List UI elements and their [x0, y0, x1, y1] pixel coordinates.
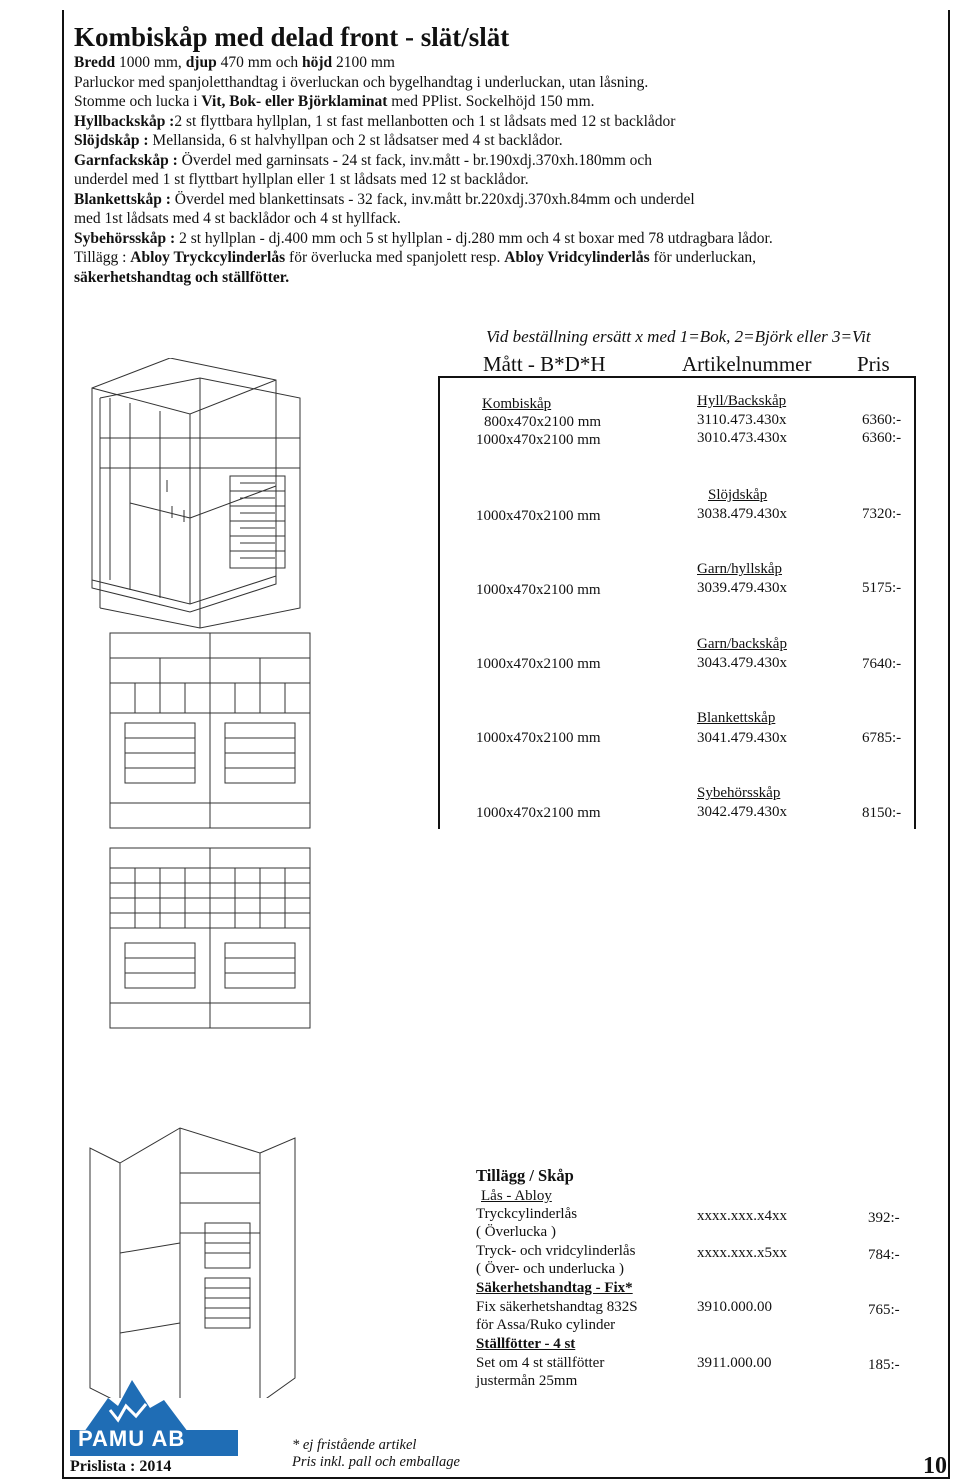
intro-segment: Abloy Vridcylinderlås [504, 249, 650, 266]
product-type: Garn/hyllskåp [697, 561, 782, 577]
logo-text: PAMU AB [78, 1426, 186, 1451]
product-size: 1000x470x2100 mm [476, 432, 601, 448]
intro-segment: Sybehörsskåp : [74, 229, 176, 247]
addon-price: 765:- [868, 1302, 900, 1318]
product-size: 800x470x2100 mm [484, 414, 602, 430]
intro-segment: 2 st hyllplan - dj.400 mm och 5 st hyllplan - dj.280 mm och 4 st boxar med 78 utdragbara lådor. [175, 229, 773, 247]
header-article: Artikelnummer [682, 352, 812, 376]
page-number: 10 [923, 1453, 947, 1479]
addon-line: Tryck- och vridcylinderlås [476, 1243, 636, 1259]
footer-note-line: Pris inkl. pall och emballage [292, 1454, 460, 1470]
addon-price: 784:- [868, 1247, 900, 1263]
product-article: 3041.479.430x [697, 730, 787, 746]
product-size: 1000x470x2100 mm [476, 656, 601, 672]
product-size: 1000x470x2100 mm [476, 582, 601, 598]
intro-segment: Mellansida, 6 st halvhyllpan och 2 st lådsatser med 4 st backlådor. [148, 132, 563, 149]
product-price: 7640:- [862, 656, 902, 672]
intro-line [74, 190, 773, 210]
product-type: Slöjdskåp [708, 487, 768, 503]
intro-segment: Vit, Bok- eller Björklaminat [201, 93, 388, 110]
intro-segment: Blankettskåp : [74, 190, 171, 208]
group-label: Kombiskåp [482, 396, 552, 412]
cabinet-drawings [80, 358, 320, 1398]
cabinet-drawing-doors [92, 358, 276, 612]
intro-segment: höjd [301, 54, 333, 71]
intro-segment: 2100 mm [332, 54, 395, 71]
intro-line [74, 131, 773, 151]
addon-price: 392:- [868, 1210, 900, 1226]
addon-article: xxxx.xxx.x4xx [697, 1208, 787, 1224]
intro-segment: med PPlist. Sockelhöjd 150 mm. [387, 93, 595, 110]
addon-line: justermån 25mm [476, 1373, 578, 1389]
product-price: 5175:- [862, 580, 902, 596]
product-price: 7320:- [862, 506, 902, 522]
addon-article: xxxx.xxx.x5xx [697, 1245, 787, 1261]
cabinet-drawing-blankett [110, 848, 310, 1028]
header-price: Pris [857, 352, 890, 376]
intro-segment: Stomme och lucka i [74, 93, 202, 110]
footer-note-line: * ej fristående artikel [292, 1437, 417, 1453]
addon-line: Fix säkerhetshandtag 832S [476, 1299, 638, 1315]
addon-line: Set om 4 st ställfötter [476, 1355, 605, 1371]
page-title: Kombiskåp med delad front - slät/slät [74, 22, 510, 52]
intro-segment: underdel med 1 st flyttbart hyllplan eller 1 st lådsats med 12 st backlådor. [74, 171, 529, 188]
intro-segment: för underluckan, [649, 249, 756, 266]
intro-line [74, 209, 773, 229]
addon-line: för Assa/Ruko cylinder [476, 1317, 616, 1333]
product-size: 1000x470x2100 mm [476, 508, 601, 524]
addon-line: ( Över- och underlucka ) [476, 1261, 624, 1277]
intro-line [74, 53, 773, 73]
product-price: 8150:- [862, 805, 902, 821]
intro-segment: Garnfackskåp : [74, 151, 178, 169]
intro-line [74, 73, 773, 93]
product-type: Sybehörsskåp [697, 785, 781, 801]
intro-line [74, 170, 773, 190]
product-article: 3042.479.430x [697, 804, 787, 820]
addon-price: 185:- [868, 1357, 900, 1373]
product-article: 3110.473.430x [697, 412, 787, 428]
lock-heading: Lås - Abloy [481, 1188, 552, 1204]
cabinet-drawing-garn [110, 633, 310, 828]
product-price: 6360:- [862, 412, 902, 428]
intro-line [74, 229, 773, 249]
intro-segment: djup [185, 54, 217, 71]
footer-pricelist: Prislista : 2014 [70, 1458, 172, 1475]
addon-line: Tryckcylinderlås [476, 1206, 578, 1222]
intro-segment: säkerhetshandtag och ställfötter. [74, 268, 290, 286]
footer-note [292, 1437, 460, 1471]
product-price: 6360:- [862, 430, 902, 446]
intro-segment: Hyllbackskåp : [74, 112, 175, 130]
order-note: Vid beställning ersätt x med 1=Bok, 2=Björk eller 3=Vit [486, 327, 871, 346]
addon-subheading: Ställfötter - 4 st [476, 1336, 576, 1352]
cabinet-drawing-sybehor [90, 1128, 295, 1398]
intro-line [74, 268, 773, 288]
intro-line [74, 248, 773, 268]
addon-subheading: Säkerhetshandtag - Fix* [476, 1280, 633, 1296]
intro-segment: Parluckor med spanjoletthandtag i överluckan och bygelhandtag i underluckan, utan låsning. [74, 73, 649, 91]
product-type: Hyll/Backskåp [697, 393, 787, 409]
intro-segment: 2 st flyttbara hyllplan, 1 st fast mellanbotten och 1 st lådsats med 12 st backlådor [174, 112, 676, 130]
product-article: 3039.479.430x [697, 580, 787, 596]
addon-line: ( Överlucka ) [476, 1224, 556, 1240]
product-price: 6785:- [862, 730, 902, 746]
header-size: Mått - B*D*H [483, 352, 606, 376]
intro-segment: för överlucka med spanjolett resp. [285, 249, 505, 266]
addon-article: 3911.000.00 [697, 1355, 772, 1371]
intro-line [74, 92, 773, 112]
intro-segment: 1000 mm, [115, 54, 186, 71]
intro-segment: med 1st lådsats med 4 st backlådor och 4 st hyllfack. [74, 210, 401, 227]
product-article: 3043.479.430x [697, 655, 787, 671]
intro-segment: Tillägg : [74, 249, 131, 266]
intro-line [74, 151, 773, 171]
intro-segment: 470 mm och [216, 54, 302, 71]
intro-segment: Överdel med blankettinsats - 32 fack, inv.mått br.220xdj.370xh.84mm och underdel [170, 190, 695, 208]
intro-line [74, 112, 773, 132]
product-article: 3038.479.430x [697, 506, 787, 522]
product-type: Garn/backskåp [697, 636, 787, 652]
addon-heading: Tillägg / Skåp [476, 1166, 574, 1185]
product-article: 3010.473.430x [697, 430, 787, 446]
intro-segment: Slöjdskåp : [74, 132, 149, 149]
intro-segment: Bredd [74, 54, 116, 71]
product-size: 1000x470x2100 mm [476, 730, 601, 746]
product-size: 1000x470x2100 mm [476, 805, 601, 821]
bottom-rule [62, 1477, 950, 1479]
product-type: Blankettskåp [697, 710, 776, 726]
intro-segment: Abloy Tryckcylinderlås [130, 249, 286, 266]
intro-text [74, 53, 773, 287]
intro-segment: Överdel med garninsats - 24 st fack, inv.mått - br.190xdj.370xh.180mm och [177, 151, 653, 169]
addon-article: 3910.000.00 [697, 1299, 772, 1315]
